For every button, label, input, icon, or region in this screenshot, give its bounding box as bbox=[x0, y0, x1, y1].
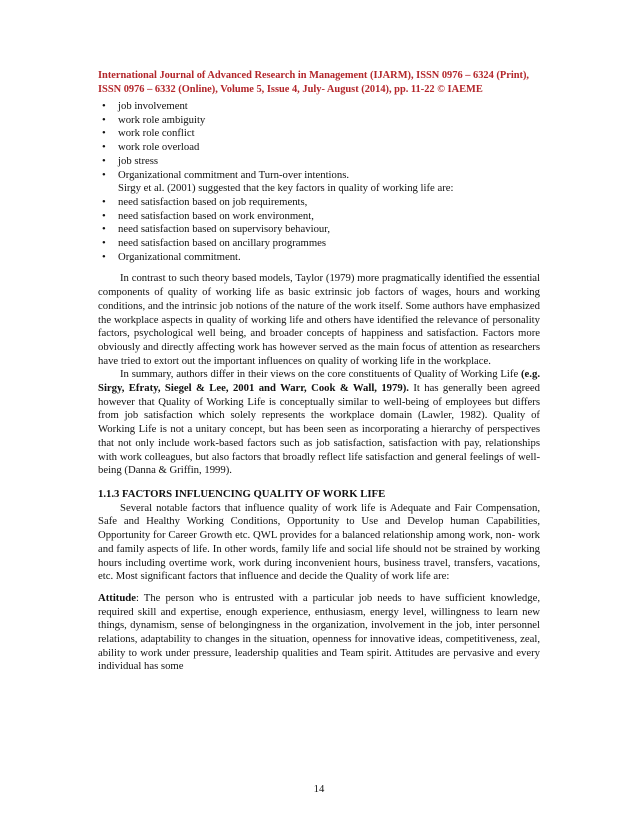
bullet-icon: • bbox=[102, 223, 106, 236]
section-heading: 1.1.3 FACTORS INFLUENCING QUALITY OF WORK LIFE bbox=[98, 487, 386, 500]
list-item: • need satisfaction based on job requirements, bbox=[102, 195, 308, 208]
bullet-icon: • bbox=[102, 141, 106, 154]
bullet-icon: • bbox=[102, 195, 106, 208]
list-item: • Organizational commitment. bbox=[102, 250, 241, 263]
paragraph-taylor: In contrast to such theory based models, Taylor (1979) more pragmatically identified the essential components of quality of working life as basic extrinsic job factors of wages, hours and working conditions, and the intrinsic job notions of the nature of the work itself. Some authors have emphasized the workplace aspects in quality of working life and others have identified the relevance of personality factors, psychological well being, and broader concepts of happiness and satisfaction. Factors more obviously and directly affecting work has however served as the main focus of attention as researchers have tried to extort out the important influences on quality of working life in the workplace. bbox=[98, 272, 540, 367]
bullet-icon: • bbox=[102, 154, 106, 167]
list-item: • job involvement bbox=[102, 100, 188, 112]
factor-list-b bbox=[98, 196, 540, 265]
list-item: • work role ambiguity bbox=[102, 113, 206, 126]
list-item: • need satisfaction based on supervisory behaviour, bbox=[102, 223, 331, 236]
list-item: • Organizational commitment and Turn-over intentions. bbox=[102, 168, 350, 181]
header-line-2: ISSN 0976 – 6332 (Online), Volume 5, Issue 4, July- August (2014), pp. 11-22 © IAEME bbox=[98, 84, 483, 95]
bullet-icon: • bbox=[102, 100, 106, 112]
sirgy-intro-line: Sirgy et al. (2001) suggested that the key factors in quality of working life are: bbox=[118, 182, 454, 195]
paragraph-summary: In summary, authors differ in their views on the core constituents of Quality of Working Life (e.g. Sirgy, Efraty, Siegel & Lee, 2001 and Warr, Cook & Wall, 1979). It has generally been agreed however that Quality of Working Life is conceptually similar to well-being of employees but differs from job satisfaction which solely represents the workplace domain (Lawler, 1982). Quality of Working Life is not a unitary concept, but has been seen as incorporating a hierarchy of perspectives that not only include work-based factors such as job satisfaction, satisfaction with pay, relationships with work colleagues, but also factors that broadly reflect life satisfaction and general feelings of well-being (Danna & Griffin, 1999). bbox=[98, 368, 541, 477]
bullet-icon: • bbox=[102, 209, 106, 222]
list-item: • work role overload bbox=[102, 141, 200, 154]
list-item: • work role conflict bbox=[102, 127, 195, 140]
bullet-icon: • bbox=[102, 250, 106, 263]
body-text bbox=[98, 100, 540, 674]
list-item: • need satisfaction based on work environment, bbox=[102, 209, 314, 222]
bullet-icon: • bbox=[102, 113, 106, 126]
factor-list-a bbox=[98, 100, 540, 182]
journal-header bbox=[98, 69, 538, 97]
header-line-1: International Journal of Advanced Research in Management (IJARM), ISSN 0976 – 6324 (Print), bbox=[98, 70, 530, 81]
attitude-label: Attitude bbox=[98, 591, 136, 604]
paragraph-attitude: Attitude: The person who is entrusted with a particular job needs to have sufficient knowledge, required skill and expertise, enough experience, enthusiasm, energy level, willingness to learn new things, dynamism, sense of belongingness in the organization, involvement in the job, inter personnel relations, adaptability to changes in the situation, openness for innovative ideas, competitiveness, zeal, ability to work under pressure, leadership qualities and Team spirit. Attitudes are pervasive and every individual has some bbox=[98, 591, 540, 673]
bullet-icon: • bbox=[102, 237, 106, 250]
paragraph-factors: Several notable factors that influence quality of work life is Adequate and Fair Compensation, Safe and Healthy Working Conditions, Opportunity to Use and Develop human Capabilities, Opportunity for Career Growth etc. QWL provides for a balanced relationship among work, non- work and family aspects of life. In other words, family life and social life should not be strained by working hours including overtime work, work during inconvenient hours, business travel, transfers, vacations, etc. Most significant factors that influence and decide the Quality of work life are: bbox=[98, 501, 540, 583]
list-item: • need satisfaction based on ancillary programmes bbox=[102, 237, 327, 250]
page-number: 14 bbox=[313, 783, 325, 795]
list-item: • job stress bbox=[102, 154, 159, 167]
citation-bold: (e.g. Sirgy, Efraty, Siegel & Lee, 2001 and Warr, Cook & Wall, 1979). bbox=[98, 368, 540, 395]
bullet-icon: • bbox=[102, 168, 106, 181]
bullet-icon: • bbox=[102, 127, 106, 140]
